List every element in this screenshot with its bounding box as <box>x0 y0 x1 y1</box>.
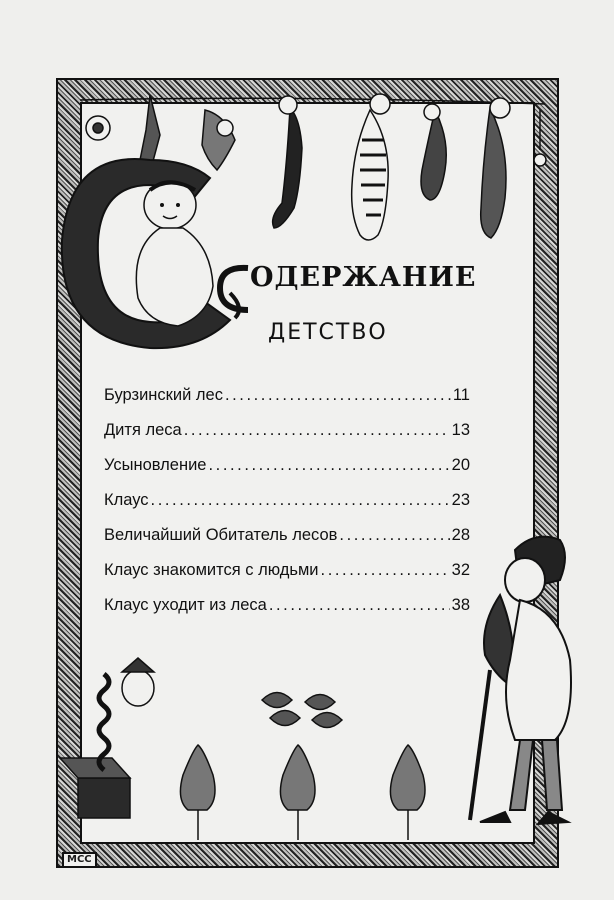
toc-leader-dots <box>225 386 451 405</box>
toc-entry-page: 23 <box>451 491 470 509</box>
toc-entry-title: Дитя леса <box>104 421 182 439</box>
toc-entry-title: Клаус <box>104 491 149 509</box>
title-initial-ornament <box>220 268 248 310</box>
page-title: ОДЕРЖАНИЕ <box>250 262 477 293</box>
table-of-contents <box>104 386 470 631</box>
toc-entry[interactable] <box>104 386 470 421</box>
toc-entry-page: 11 <box>452 386 470 404</box>
section-title: ДЕТСТВО <box>268 320 388 345</box>
gnome-figure-illustration <box>470 537 571 824</box>
toc-entry-title: Клаус знакомится с людьми <box>104 561 319 579</box>
toc-entry[interactable] <box>104 596 470 631</box>
toc-entry-page: 13 <box>451 421 470 439</box>
toc-entry[interactable] <box>104 561 470 596</box>
toc-entry-title: Величайший Обитатель лесов <box>104 526 338 544</box>
initial-letter-illustration <box>62 159 239 348</box>
toc-leader-dots <box>208 456 449 475</box>
toc-leader-dots <box>269 596 450 615</box>
toc-entry-title: Бурзинский лес <box>104 386 223 404</box>
toc-entry-page: 38 <box>451 596 470 614</box>
toc-leader-dots <box>184 421 450 440</box>
toc-entry[interactable] <box>104 526 470 561</box>
tree-row-illustration <box>180 745 425 840</box>
toc-entry-title: Клаус уходит из леса <box>104 596 267 614</box>
toc-entry-page: 28 <box>451 526 470 544</box>
toc-entry-page: 32 <box>451 561 470 579</box>
toc-entry-page: 20 <box>451 456 470 474</box>
jack-in-the-box-illustration <box>60 658 154 818</box>
leaf-ornament <box>262 693 342 728</box>
toc-entry[interactable] <box>104 421 470 456</box>
publisher-mark: MCC <box>62 852 97 868</box>
toc-leader-dots <box>339 526 449 545</box>
toc-entry[interactable] <box>104 456 470 491</box>
toc-leader-dots <box>321 561 450 580</box>
toc-entry-title: Усыновление <box>104 456 207 474</box>
toc-leader-dots <box>151 491 450 510</box>
toc-entry[interactable] <box>104 491 470 526</box>
